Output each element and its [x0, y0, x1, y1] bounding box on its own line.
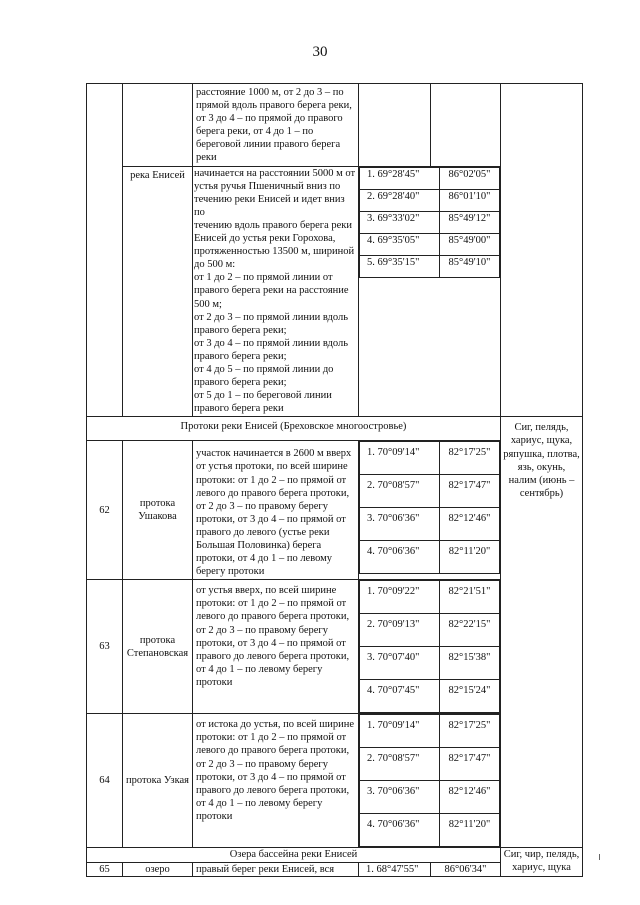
row-61-description: начинается на расстоянии 5000 м от устья ручья Пшеничный вниз по течению реки Енисей и идет вниз по течению вдоль правого берега реки Енисей до устья реки Горохова, протяженностью 13500 м, шириной до 500 м: от 1 до 2 – по прямой линии от правого берега реки на расстояние 500 м; от 2 до 3 – по прямой линии вдоль правого берега реки; от 3 до 4 – по прямой линии вдоль правого берега реки; от 4 до 5 – по прямой линии до правого берега реки; от 5 до 1 – по береговой линии правого берега реки — [193, 166, 359, 417]
scan-mark — [599, 854, 600, 860]
row-64-points — [359, 714, 501, 848]
point-row: 2. 70°08'57" 82°17'47" — [360, 748, 500, 781]
row-top-description: расстояние 1000 м, от 2 до 3 – по прямой вдоль правого берега реки, от 3 до 4 – по прямой до правого берега реки, от 4 до 1 – по береговой линии правого берега реки — [193, 84, 359, 167]
row-65-number: 65 — [87, 863, 123, 877]
point-row: 3. 70°06'36" 82°12'46" — [360, 508, 500, 541]
point-row: 1. 70°09'14" 82°17'25" — [360, 715, 500, 748]
section-title-channels: Протоки реки Енисей (Бреховское многоостровье) — [87, 417, 501, 441]
row-65-lat: 1. 68°47'55" — [359, 863, 431, 877]
row-62-description: участок начинается в 2600 м вверх от устья протоки, по всей ширине протоки: от 1 до 2 – по прямой от левого до правого берега протоки, от 2 до 3 – по правому берегу протоки, от 3 до 4 – по прямой от правого до левого (устье реки Большая Половинка) берега протоки, от 4 до 1 – по левому берегу протоки — [193, 441, 359, 580]
point-row: 3. 70°06'36" 82°12'46" — [360, 781, 500, 814]
row-65-name: озеро — [123, 863, 193, 877]
section-title-lakes: Озера бассейна реки Енисей — [87, 848, 501, 863]
point-row: 3. 69°33'02" 85°49'12" — [360, 211, 500, 233]
fish-species-channels: Сиг, пелядь, хариус, щука, ряпушка, плотва, язь, окунь, налим (июнь – сентябрь) — [501, 417, 583, 848]
row-63-name: протока Степановская — [123, 580, 193, 714]
page-number: 30 — [312, 44, 328, 60]
row-64-number: 64 — [87, 714, 123, 848]
section-header-channels — [87, 417, 583, 441]
fishing-areas-table — [86, 83, 583, 877]
point-row: 4. 70°07'45" 82°15'24" — [360, 680, 500, 713]
row-62-name: протока Ушакова — [123, 441, 193, 580]
point-row: 2. 70°09'13" 82°22'15" — [360, 614, 500, 647]
table-row-continuation — [87, 84, 583, 167]
row-64-name: протока Узкая — [123, 714, 193, 848]
row-64-description: от истока до устья, по всей ширине протоки: от 1 до 2 – по прямой от левого до правого берега протоки, от 2 до 3 – по правому берегу протоки, от 3 до 4 – по прямой от правого до левого берега протоки, от 4 до 1 – по левому берегу протоки — [193, 714, 359, 848]
row-63-description: от устья вверх, по всей ширине протоки: от 1 до 2 – по прямой от левого до правого берега протоки, от 2 до 3 – по правому берегу протоки, от 3 до 4 – по прямой от правого до левого берега протоки, от 4 до 1 – по левому берегу протоки — [193, 580, 359, 714]
row-62-points — [359, 441, 501, 580]
point-row: 1. 69°28'45" 86°02'05" — [360, 167, 500, 189]
point-row: 4. 69°35'05" 85°49'00" — [360, 233, 500, 255]
row-63-points — [359, 580, 501, 714]
row-63-number: 63 — [87, 580, 123, 714]
point-row: 1. 70°09'14" 82°17'25" — [360, 442, 500, 475]
point-row: 5. 69°35'15" 85°49'10" — [360, 255, 500, 277]
fish-species-lakes: Сиг, чир, пелядь, хариус, щука — [501, 848, 583, 877]
point-row: 3. 70°07'40" 82°15'38" — [360, 647, 500, 680]
point-row: 2. 69°28'40" 86°01'10" — [360, 189, 500, 211]
point-row: 4. 70°06'36" 82°11'20" — [360, 541, 500, 574]
point-row: 2. 70°08'57" 82°17'47" — [360, 475, 500, 508]
point-row: 4. 70°06'36" 82°11'20" — [360, 814, 500, 847]
row-61-points — [359, 166, 501, 417]
row-65-description: правый берег реки Енисей, вся — [193, 863, 359, 877]
section-header-lakes — [87, 848, 583, 863]
point-row: 1. 70°09'22" 82°21'51" — [360, 581, 500, 614]
row-62-number: 62 — [87, 441, 123, 580]
row-65-lon: 86°06'34" — [431, 863, 501, 877]
row-61-name: река Енисей — [123, 166, 193, 417]
